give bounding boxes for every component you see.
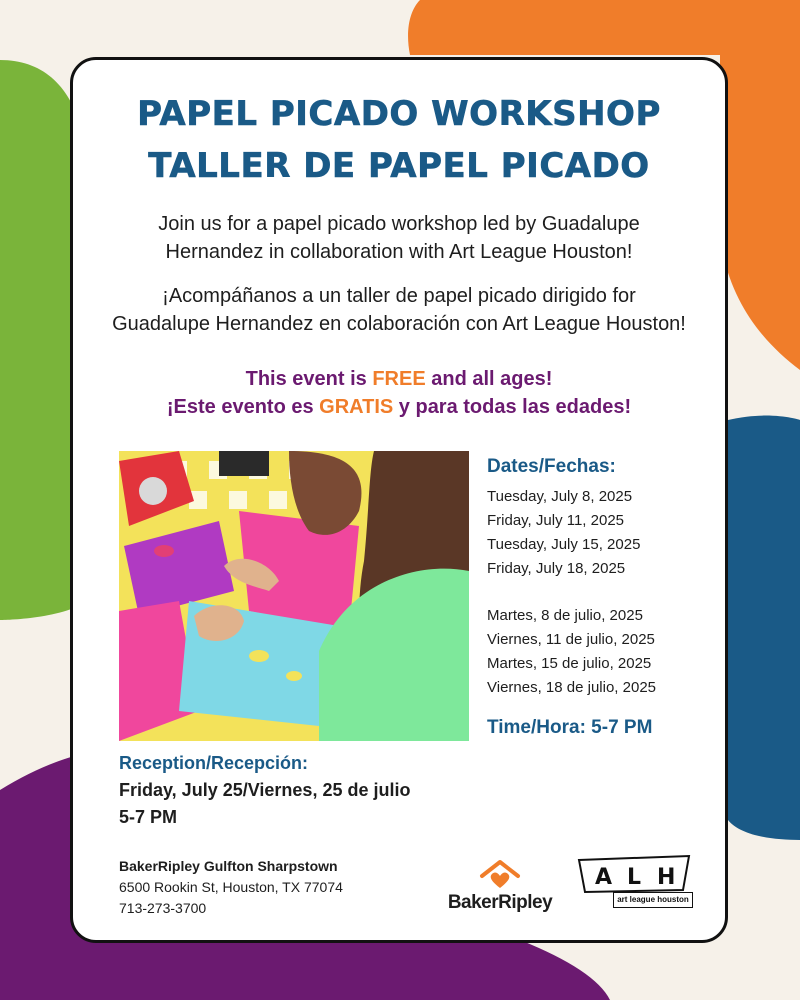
- time-label: Time/Hora: 5-7 PM: [487, 717, 653, 738]
- free-spanish-pre: ¡Este evento es: [166, 396, 320, 418]
- free-spanish-post: y para todas las edades!: [393, 396, 632, 418]
- venue-phone: 713-273-3700: [119, 900, 207, 916]
- venue-address: 6500 Rookin St, Houston, TX 77074: [119, 879, 343, 895]
- date-english-3: Tuesday, July 15, 2025: [487, 536, 641, 553]
- workshop-photo: [119, 451, 469, 741]
- free-english: [73, 365, 725, 393]
- blue-blob: [728, 416, 800, 840]
- date-spanish-2: Viernes, 11 de julio, 2025: [487, 631, 655, 648]
- date-english-4: Friday, July 18, 2025: [487, 560, 626, 577]
- alh-letter-h: H: [657, 865, 676, 890]
- alh-subtitle: art league houston: [613, 892, 693, 908]
- art-league-houston-logo: [577, 854, 697, 916]
- free-english-highlight: FREE: [372, 368, 426, 390]
- free-english-pre: This event is: [245, 368, 373, 390]
- papel-picado-photo-icon: [119, 451, 469, 741]
- venue-name: BakerRipley Gulfton Sharpstown: [119, 858, 338, 874]
- date-spanish-3: Martes, 15 de julio, 2025: [487, 655, 652, 672]
- date-english-2: Friday, July 11, 2025: [487, 512, 625, 529]
- free-spanish: [73, 393, 725, 421]
- bakerripley-wordmark: BakerRipley: [447, 892, 553, 913]
- house-heart-icon: [435, 856, 565, 892]
- bakerripley-logo: [435, 856, 565, 916]
- free-english-post: and all ages!: [425, 368, 553, 390]
- alh-letter-l: L: [627, 865, 642, 890]
- free-spanish-highlight: GRATIS: [319, 396, 394, 418]
- title-english: PAPEL PICADO WORKSHOP: [137, 94, 661, 134]
- event-card: [70, 57, 728, 943]
- date-english-1: Tuesday, July 8, 2025: [487, 488, 633, 505]
- intro-spanish-line2: Guadalupe Hernandez en colaboración con Art League Houston!: [112, 313, 686, 335]
- dates-heading: Dates/Fechas:: [487, 456, 616, 477]
- title-spanish: TALLER DE PAPEL PICADO: [148, 146, 650, 186]
- alh-letter-a: A: [595, 865, 613, 890]
- reception-heading: Reception/Recepción:: [119, 753, 309, 773]
- date-spanish-4: Viernes, 18 de julio, 2025: [487, 679, 657, 696]
- alh-frame-icon: [577, 854, 697, 894]
- intro-english-line1: Join us for a papel picado workshop led by Guadalupe: [158, 213, 640, 235]
- intro-english-line2: Hernandez in collaboration with Art League Houston!: [165, 241, 633, 263]
- intro-spanish-line1: ¡Acompáñanos a un taller de papel picado dirigido for: [162, 285, 636, 307]
- reception-date: Friday, July 25/Viernes, 25 de julio: [119, 780, 411, 800]
- reception-time: 5-7 PM: [119, 807, 178, 827]
- date-spanish-1: Martes, 8 de julio, 2025: [487, 607, 643, 624]
